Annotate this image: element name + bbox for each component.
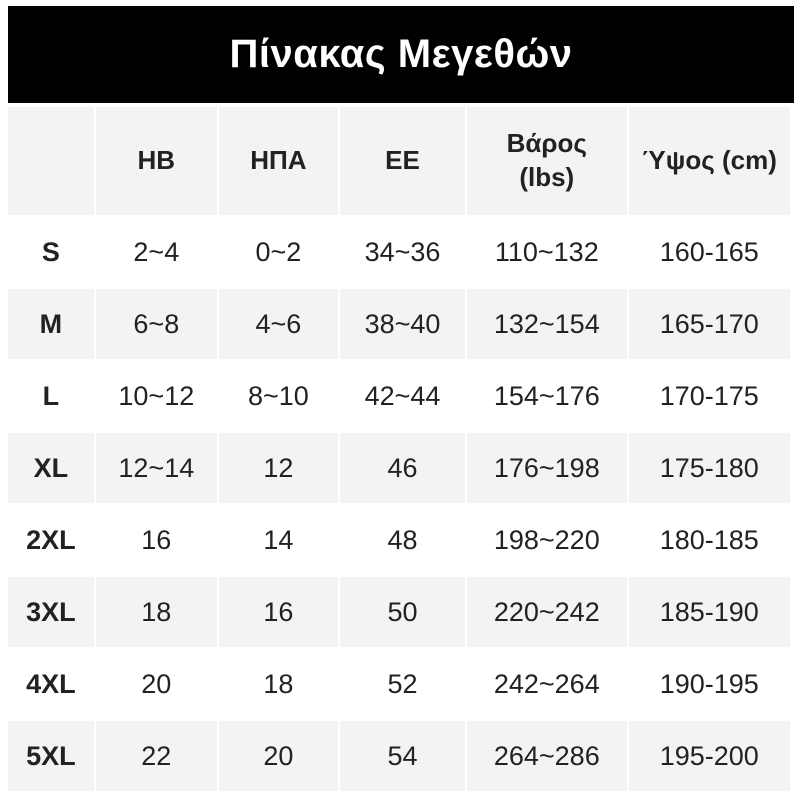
cell-weight: 198~220: [467, 505, 626, 575]
cell-uk: 16: [96, 505, 217, 575]
cell-eu: 42~44: [340, 361, 465, 431]
cell-usa: 20: [219, 721, 338, 791]
cell-size: L: [8, 361, 94, 431]
page-title: Πίνακας Μεγεθών: [229, 32, 573, 76]
cell-uk: 12~14: [96, 433, 217, 503]
cell-eu: 46: [340, 433, 465, 503]
header-weight-line1: Βάρος: [506, 128, 587, 159]
cell-weight: 110~132: [467, 217, 626, 287]
cell-weight: 176~198: [467, 433, 626, 503]
cell-usa: 14: [219, 505, 338, 575]
header-height: Ύψος (cm): [629, 107, 791, 215]
cell-height: 170-175: [629, 361, 791, 431]
cell-size: M: [8, 289, 94, 359]
table-row: [8, 289, 790, 359]
cell-weight: 242~264: [467, 649, 626, 719]
cell-weight: 264~286: [467, 721, 626, 791]
cell-eu: 52: [340, 649, 465, 719]
cell-usa: 18: [219, 649, 338, 719]
cell-size: 3XL: [8, 577, 94, 647]
cell-size: 5XL: [8, 721, 94, 791]
table-row: [8, 217, 790, 287]
cell-uk: 22: [96, 721, 217, 791]
cell-usa: 16: [219, 577, 338, 647]
size-table: [6, 105, 792, 793]
cell-usa: 0~2: [219, 217, 338, 287]
table-header-row: [8, 107, 790, 215]
header-eu: ΕΕ: [340, 107, 465, 215]
size-chart: [8, 6, 794, 794]
title-bar: [8, 6, 794, 103]
cell-size: S: [8, 217, 94, 287]
cell-eu: 50: [340, 577, 465, 647]
cell-eu: 34~36: [340, 217, 465, 287]
table-row: [8, 577, 790, 647]
cell-height: 160-165: [629, 217, 791, 287]
cell-uk: 18: [96, 577, 217, 647]
cell-height: 180-185: [629, 505, 791, 575]
header-weight: [467, 107, 626, 215]
table-row: [8, 649, 790, 719]
table-row: [8, 505, 790, 575]
cell-uk: 2~4: [96, 217, 217, 287]
cell-usa: 12: [219, 433, 338, 503]
cell-weight: 154~176: [467, 361, 626, 431]
cell-eu: 54: [340, 721, 465, 791]
cell-uk: 10~12: [96, 361, 217, 431]
header-size: [8, 107, 94, 215]
cell-height: 190-195: [629, 649, 791, 719]
cell-size: XL: [8, 433, 94, 503]
cell-height: 165-170: [629, 289, 791, 359]
cell-weight: 220~242: [467, 577, 626, 647]
table-row: [8, 721, 790, 791]
header-usa: ΗΠΑ: [219, 107, 338, 215]
cell-weight: 132~154: [467, 289, 626, 359]
cell-height: 175-180: [629, 433, 791, 503]
cell-uk: 20: [96, 649, 217, 719]
table-row: [8, 361, 790, 431]
cell-eu: 48: [340, 505, 465, 575]
cell-size: 4XL: [8, 649, 94, 719]
header-weight-line2: (lbs): [519, 162, 575, 192]
cell-height: 195-200: [629, 721, 791, 791]
cell-usa: 4~6: [219, 289, 338, 359]
cell-eu: 38~40: [340, 289, 465, 359]
cell-size: 2XL: [8, 505, 94, 575]
table-row: [8, 433, 790, 503]
cell-height: 185-190: [629, 577, 791, 647]
cell-usa: 8~10: [219, 361, 338, 431]
cell-uk: 6~8: [96, 289, 217, 359]
header-uk: HB: [96, 107, 217, 215]
